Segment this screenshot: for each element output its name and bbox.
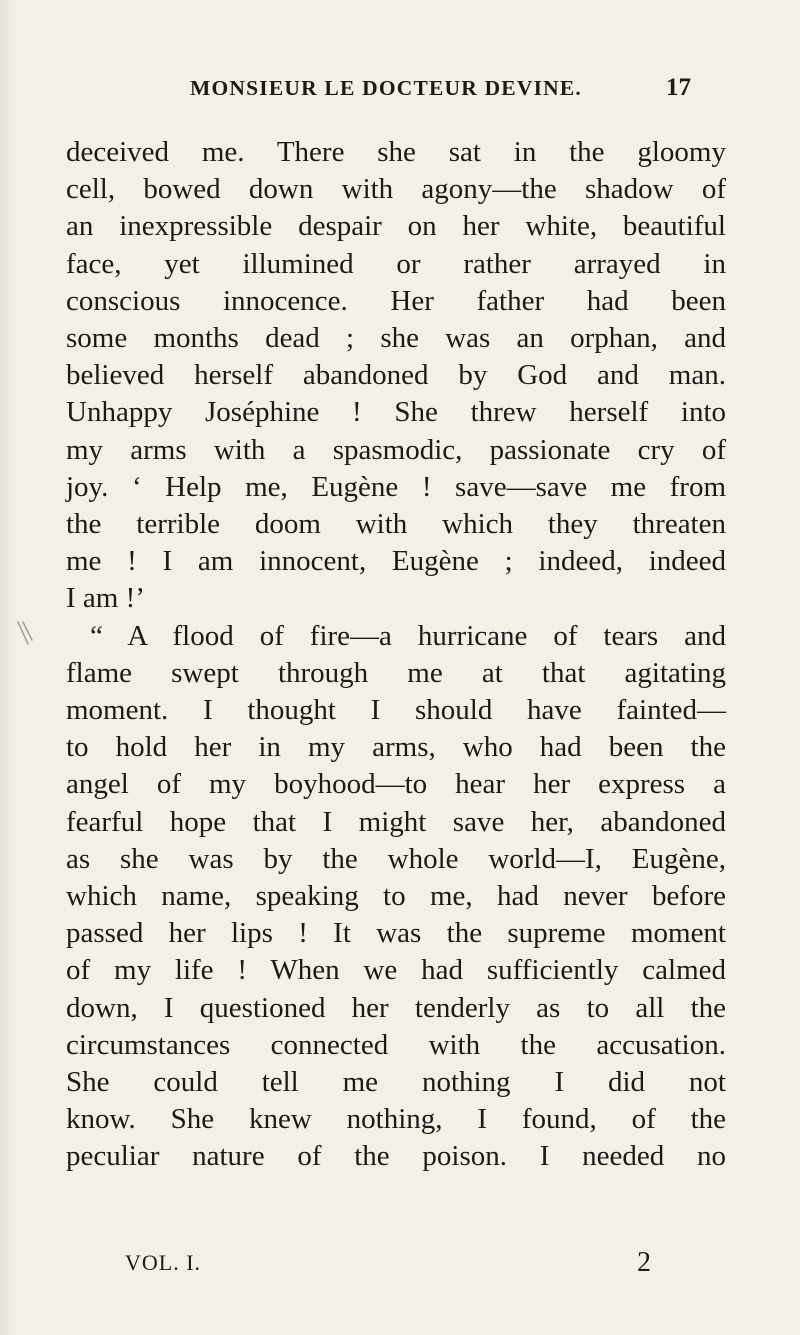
text-line: circumstances connected with the accusation. bbox=[66, 1028, 726, 1061]
text-line: to hold her in my arms, who had been the bbox=[66, 731, 726, 764]
text-line: She could tell me nothing I did not bbox=[66, 1066, 726, 1099]
signature-mark: 2 bbox=[637, 1247, 651, 1278]
text-line: believed herself abandoned by God and man. bbox=[66, 359, 726, 392]
volume-mark: VOL. I. bbox=[125, 1250, 202, 1275]
running-head: MONSIEUR LE DOCTEUR DEVINE. bbox=[190, 76, 582, 100]
text-line: flame swept through me at that agitating bbox=[66, 656, 726, 689]
text-line: moment. I thought I should have fainted— bbox=[66, 694, 726, 727]
text-line: some months dead ; she was an orphan, and bbox=[66, 322, 726, 355]
text-line: an inexpressible despair on her white, beautiful bbox=[66, 210, 726, 243]
text-line: face, yet illumined or rather arrayed in bbox=[66, 247, 726, 280]
text-line: me ! I am innocent, Eugène ; indeed, indeed bbox=[66, 545, 726, 578]
text-line: Unhappy Joséphine ! She threw herself into bbox=[66, 396, 726, 429]
text-line: of my life ! When we had sufficiently calmed bbox=[66, 954, 726, 987]
text-line: conscious innocence. Her father had been bbox=[66, 284, 726, 317]
text-line: cell, bowed down with agony—the shadow of bbox=[66, 173, 726, 206]
text-line: passed her lips ! It was the supreme moment bbox=[66, 917, 726, 950]
text-line: my arms with a spasmodic, passionate cry of bbox=[66, 433, 726, 466]
page-number: 17 bbox=[666, 74, 691, 101]
text-line: down, I questioned her tenderly as to all the bbox=[66, 991, 726, 1024]
text-line: fearful hope that I might save her, abandoned bbox=[66, 805, 726, 838]
text-line: peculiar nature of the poison. I needed no bbox=[66, 1140, 726, 1173]
body-text bbox=[66, 134, 726, 1176]
text-line: which name, speaking to me, had never before bbox=[66, 880, 726, 913]
text-line: know. She knew nothing, I found, of the bbox=[66, 1103, 726, 1136]
text-line: joy. ‘ Help me, Eugène ! save—save me from bbox=[66, 470, 726, 503]
text-line: deceived me. There she sat in the gloomy bbox=[66, 136, 726, 168]
text-line: angel of my boyhood—to hear her express a bbox=[66, 768, 726, 801]
page-edge-shadow bbox=[0, 0, 16, 1335]
text-line: as she was by the whole world—I, Eugène, bbox=[66, 842, 726, 875]
text-line: “ A flood of fire—a hurricane of tears and bbox=[90, 619, 726, 652]
margin-pencil-mark bbox=[14, 620, 36, 660]
text-line: the terrible doom with which they threaten bbox=[66, 508, 726, 541]
text-line: I am !’ bbox=[66, 582, 145, 615]
